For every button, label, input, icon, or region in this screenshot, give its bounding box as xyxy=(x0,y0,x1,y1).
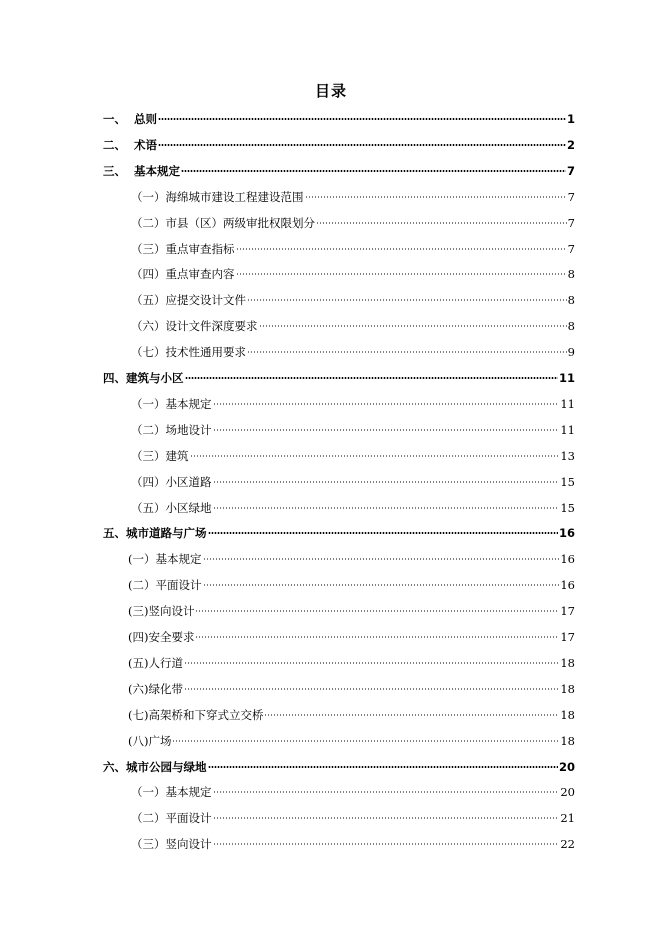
toc-entry-label: 小区道路 xyxy=(165,474,212,489)
toc-page-number: 7 xyxy=(567,189,575,204)
toc-entry-number: （三） xyxy=(131,837,166,852)
toc-section-entry[interactable] xyxy=(131,214,575,232)
toc-entry-label: 人行道 xyxy=(148,655,183,670)
toc-section-entry[interactable] xyxy=(131,265,575,283)
toc-section-entry[interactable] xyxy=(128,654,575,672)
toc-entry-label: 建筑 xyxy=(165,448,189,463)
toc-section-entry[interactable] xyxy=(131,783,575,801)
toc-entry-label: 重点审查内容 xyxy=(165,267,235,282)
toc-entry-number: （四） xyxy=(131,474,166,489)
toc-title: 目录 xyxy=(314,82,347,100)
toc-entry-number: （二） xyxy=(131,811,166,826)
toc-page-number: 7 xyxy=(567,241,575,256)
toc-section-entry[interactable] xyxy=(128,680,575,698)
toc-entry-label: 重点审查指标 xyxy=(165,241,235,256)
toc-page-number: 16 xyxy=(558,526,575,541)
toc-dot-leader xyxy=(184,688,559,690)
toc-page-number: 17 xyxy=(560,604,575,619)
toc-entry-number: 六、 xyxy=(103,759,126,774)
toc-entry-number: 四、 xyxy=(103,371,126,385)
toc-page-number: 1 xyxy=(566,112,575,126)
toc-dot-leader xyxy=(247,299,567,301)
toc-page-number: 9 xyxy=(567,345,575,360)
toc-entry-number: (一） xyxy=(128,552,156,567)
toc-section-entry[interactable] xyxy=(131,188,575,206)
toc-chapter-entry[interactable] xyxy=(103,162,575,180)
toc-section-entry[interactable] xyxy=(131,291,575,309)
toc-dot-leader xyxy=(208,766,558,768)
toc-page-number: 18 xyxy=(560,681,575,696)
toc-entry-label: 平面设计 xyxy=(155,578,202,593)
toc-entry-number: 三、 xyxy=(103,163,126,178)
toc-entry-label: 基本规定 xyxy=(155,552,202,567)
toc-page-number: 2 xyxy=(566,137,575,152)
toc-page-number: 15 xyxy=(560,500,575,515)
toc-dot-leader xyxy=(185,377,558,379)
toc-dot-leader xyxy=(158,144,566,146)
toc-page-number: 16 xyxy=(560,578,575,593)
toc-page-number: 20 xyxy=(558,759,575,774)
toc-dot-leader xyxy=(213,403,560,405)
toc-dot-leader xyxy=(158,118,566,120)
toc-dot-leader xyxy=(181,170,566,172)
toc-entry-number: （六） xyxy=(131,319,166,334)
toc-page-number: 8 xyxy=(567,293,575,308)
toc-entry-label: 海绵城市建设工程建设范围 xyxy=(165,189,304,204)
toc-entry-number: (七) xyxy=(128,707,149,722)
toc-entry-number: (四) xyxy=(128,630,149,644)
toc-dot-leader xyxy=(190,455,560,457)
toc-section-entry[interactable] xyxy=(131,317,575,335)
toc-section-entry[interactable] xyxy=(131,421,575,439)
toc-page-number: 8 xyxy=(567,319,575,334)
toc-section-entry[interactable] xyxy=(128,602,575,620)
toc-entry-label: 绿化带 xyxy=(148,681,183,696)
toc-entry-label: 基本规定 xyxy=(165,396,212,411)
toc-dot-leader xyxy=(172,740,559,742)
toc-section-entry[interactable] xyxy=(131,447,575,465)
toc-section-entry[interactable] xyxy=(128,628,575,646)
toc-entry-number: 五、 xyxy=(103,526,126,541)
toc-section-entry[interactable] xyxy=(131,343,575,361)
toc-entry-number: （二） xyxy=(131,215,166,230)
toc-dot-leader xyxy=(213,507,560,509)
toc-section-entry[interactable] xyxy=(128,576,575,594)
toc-page-number: 18 xyxy=(560,707,575,722)
toc-entry-number: （一） xyxy=(131,396,166,411)
toc-entry-number: 一、 xyxy=(103,112,126,126)
toc-entry-label: 应提交设计文件 xyxy=(165,293,246,308)
toc-entry-label: 竖向设计 xyxy=(165,837,212,852)
toc-page-number: 22 xyxy=(560,837,575,852)
toc-page-number: 11 xyxy=(560,396,575,411)
toc-dot-leader xyxy=(208,532,558,534)
toc-page-number: 17 xyxy=(560,630,575,644)
toc-entry-number: （五） xyxy=(131,500,166,515)
toc-dot-leader xyxy=(305,196,567,198)
toc-dot-leader xyxy=(213,791,560,793)
toc-entry-label: 场地设计 xyxy=(165,422,212,437)
toc-entry-number: (六) xyxy=(128,681,149,696)
toc-entry-label: 术语 xyxy=(134,137,157,152)
toc-page-number: 18 xyxy=(560,733,575,748)
toc-section-entry[interactable] xyxy=(131,473,575,491)
toc-page-number: 13 xyxy=(560,448,575,463)
toc-entry-number: （五） xyxy=(131,293,166,308)
toc-entry-label: 建筑与小区 xyxy=(126,371,184,385)
toc-entry-label: 小区绿地 xyxy=(165,500,212,515)
toc-entry-label: 平面设计 xyxy=(165,811,212,826)
toc-dot-leader xyxy=(213,843,560,845)
toc-entry-label: 竖向设计 xyxy=(148,604,195,619)
toc-page-number: 7 xyxy=(566,163,575,178)
toc-entry-label: 基本规定 xyxy=(134,163,180,178)
toc-section-entry[interactable] xyxy=(128,732,575,750)
toc-section-entry[interactable] xyxy=(128,550,575,568)
toc-entry-number: （二） xyxy=(131,422,166,437)
toc-page-number: 8 xyxy=(567,267,575,282)
toc-dot-leader xyxy=(247,351,567,353)
toc-page-number: 20 xyxy=(560,785,575,800)
toc-entry-number: 二、 xyxy=(103,137,126,152)
toc-section-entry[interactable] xyxy=(131,499,575,517)
toc-entry-label: 城市道路与广场 xyxy=(126,526,207,541)
toc-dot-leader xyxy=(195,636,559,638)
toc-dot-leader xyxy=(236,273,567,275)
toc-entry-label: 设计文件深度要求 xyxy=(165,319,258,334)
toc-dot-leader xyxy=(316,222,567,224)
toc-section-entry[interactable] xyxy=(131,395,575,413)
toc-entry-number: (八) xyxy=(128,733,149,748)
toc-dot-leader xyxy=(236,248,567,250)
toc-entry-label: 技术性通用要求 xyxy=(165,345,246,360)
toc-page-number: 18 xyxy=(560,655,575,670)
toc-dot-leader xyxy=(203,558,560,560)
toc-dot-leader xyxy=(259,325,567,327)
toc-dot-leader xyxy=(213,429,560,431)
toc-dot-leader xyxy=(213,481,560,483)
toc-section-entry[interactable] xyxy=(131,835,575,853)
toc-entry-number: （一） xyxy=(131,189,166,204)
toc-section-entry[interactable] xyxy=(131,809,575,827)
toc-entry-label: 总则 xyxy=(134,112,157,126)
toc-chapter-entry[interactable] xyxy=(103,110,575,128)
toc-dot-leader xyxy=(203,584,560,586)
toc-chapter-entry[interactable] xyxy=(103,524,575,542)
toc-entry-label: 基本规定 xyxy=(165,785,212,800)
toc-chapter-entry[interactable] xyxy=(103,136,575,154)
toc-dot-leader xyxy=(264,714,559,716)
toc-entry-number: (三) xyxy=(128,604,149,619)
toc-entry-label: 广场 xyxy=(148,733,172,748)
toc-entry-label: 安全要求 xyxy=(148,630,195,644)
toc-page-number: 11 xyxy=(558,371,575,385)
toc-entry-number: (二） xyxy=(128,578,156,593)
toc-entry-number: (五) xyxy=(128,655,149,670)
toc-entry-number: （四） xyxy=(131,267,166,282)
toc-section-entry[interactable] xyxy=(131,240,575,258)
toc-entry-number: （三） xyxy=(131,241,166,256)
toc-section-entry[interactable] xyxy=(128,706,575,724)
toc-entry-label: 市县（区）两级审批权限划分 xyxy=(165,215,315,230)
toc-dot-leader xyxy=(195,610,559,612)
toc-entry-label: 高架桥和下穿式立交桥 xyxy=(148,707,264,722)
toc-page-number: 16 xyxy=(560,552,575,567)
toc-chapter-entry[interactable] xyxy=(103,369,575,387)
toc-dot-leader xyxy=(213,817,560,819)
toc-entry-label: 城市公园与绿地 xyxy=(126,759,207,774)
toc-dot-leader xyxy=(184,662,559,664)
toc-page-number: 21 xyxy=(560,811,575,826)
toc-entry-number: （七） xyxy=(131,345,166,360)
toc-page-number: 7 xyxy=(567,215,575,230)
toc-page-number: 11 xyxy=(560,422,575,437)
toc-page-number: 15 xyxy=(560,474,575,489)
toc-entry-number: （一） xyxy=(131,785,166,800)
toc-entry-number: （三） xyxy=(131,448,166,463)
toc-chapter-entry[interactable] xyxy=(103,758,575,776)
